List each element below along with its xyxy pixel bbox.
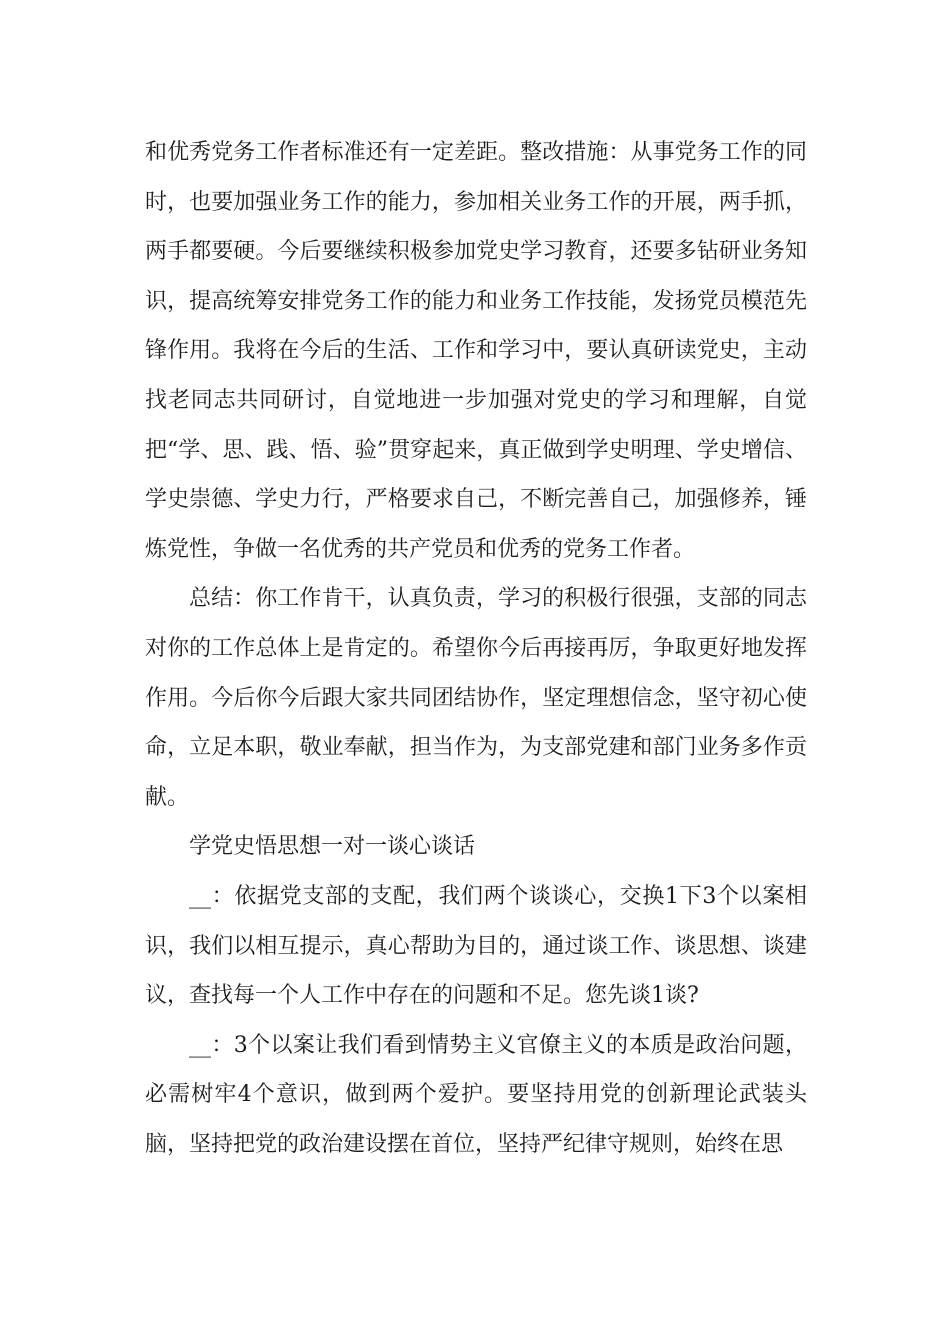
document-page — [145, 128, 807, 1169]
paragraph-rectification: 和优秀党务工作者标准还有一定差距。整改措施：从事党务工作的同时，也要加强业务工作的能力，参加相关业务工作的开展，两手抓，两手都要硬。今后要继续积极参加党史学习教育，还要多钻研业务知识，提高统筹安排党务工作的能力和业务工作技能，发扬党员模范先锋作用。我将在今后的生活、工作和学习中，要认真研读党史，主动找老同志共同研讨，自觉地进一步加强对党史的学习和理解，自觉把“学、思、践、悟、验”贯穿起来，真正做到学史明理、学史增信、学史崇德、学史力行，严格要求自己，不断完善自己，加强修养，锤炼党性，争做一名优秀的共产党员和优秀的党务工作者。 — [145, 140, 807, 562]
paragraph-dialogue-2: __：3个以案让我们看到情势主义官僚主义的本质是政治问题，必需树牢4个意识，做到两个爱护。要坚持用党的创新理论武装头脑，坚持把党的政治建设摆在首位，坚持严纪律守规则，始终在思 — [145, 1032, 807, 1157]
paragraph-summary: 总结：你工作肯干，认真负责，学习的积极行很强，支部的同志对你的工作总体上是肯定的。希望你今后再接再厉，争取更好地发挥作用。今后你今后跟大家共同团结协作，坚定理想信念，坚守初心使命，立足本职，敬业奉献，担当作为，为支部党建和部门业务多作贡献。 — [145, 586, 807, 810]
section-heading: 学党史悟思想一对一谈心谈话 — [189, 834, 476, 860]
paragraph-dialogue-1: __：依据党支部的支配，我们两个谈谈心，交换1下3个以案相识，我们以相互提示，真心帮助为目的，通过谈工作、谈思想、谈建议，查找每一个人工作中存在的问题和不足。您先谈1谈? — [145, 883, 807, 1009]
